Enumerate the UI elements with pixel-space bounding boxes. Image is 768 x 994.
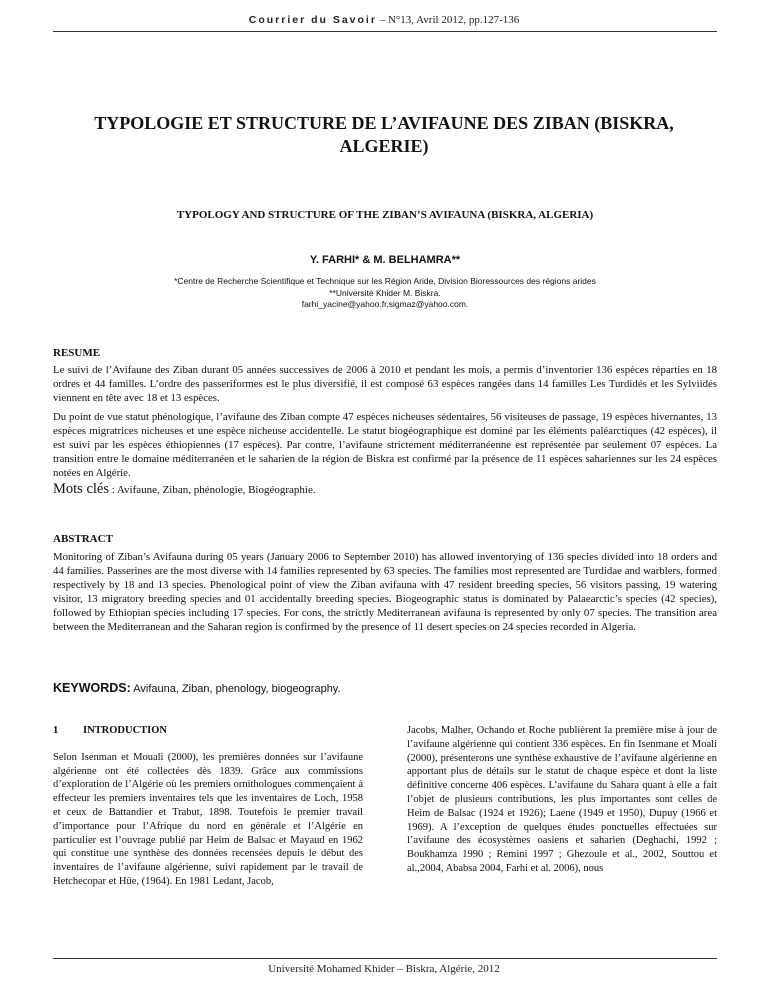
resume-heading: RESUME	[53, 347, 101, 359]
intro-column-left	[53, 724, 363, 889]
section-title: INTRODUCTION	[83, 725, 168, 736]
paper-title: TYPOLOGIE ET STRUCTURE DE L’AVIFAUNE DES ZIBAN (BISKRA, ALGERIE)	[94, 113, 674, 156]
resume-paragraph-1: Le suivi de l’Avifaune des Ziban durant 05 années successives de 2006 à 2010 et pendant les mois, a permis d’inventorier 136 espèces réparties en 18 ordres et 44 familles. L’ordre des passeriformes est le plus diversifié, il est composé 63 espèces rangées dans 14 familles Les Turdidés et les Sylviidés viennent en tête avec 18 et 13 espèces.	[53, 364, 717, 404]
abstract-paragraph: Monitoring of Ziban’s Avifauna during 05 years (January 2006 to September 2010) has allowed inventorying of 136 species divided into 18 orders and 44 families. Passerines are the most diverse with 14 families represented by 63 species. The families most represented are Turdidae and warblers, formed respectively by 18 and 13 species. Phenological point of view the Ziban avifauna with 47 resident breeding species, 56 visitors passing, 19 watering visitor, 13 migratory breeding species and 01 accidentally breeding species. Biogeographic status is dominated by Palaearctic’s species (42 species), followed by Ethiopian species including 17 species. For cons, the strictly Mediterranean avifauna is represented by only 07 species. The transition area between the Mediterranean and the Saharan region is confirmed by the presence of 11 desert species on 24 species recorded in Algeria.	[53, 551, 717, 633]
mots-cles	[53, 481, 717, 498]
intro-column-right	[407, 724, 717, 876]
paper-subtitle-english: TYPOLOGY AND STRUCTURE OF THE ZIBAN’S AVIFAUNA (BISKRA, ALGERIA)	[176, 209, 594, 221]
footer-rule	[53, 958, 717, 959]
mots-cles-text: : Avifaune, Ziban, phénologie, Biogéographie.	[108, 484, 316, 496]
keywords-text: Avifauna, Ziban, phenology, biogeography.	[130, 683, 341, 695]
mots-cles-label: Mots clés	[53, 481, 109, 497]
affiliations	[53, 276, 717, 311]
journal-name: Courrier du Savoir	[248, 14, 377, 26]
section-number: 1	[53, 725, 59, 736]
page-footer: Université Mohamed Khider – Biskra, Algérie, 2012	[268, 963, 500, 975]
issue-info: – N°13, Avril 2012, pp.127-136	[376, 14, 520, 26]
introduction-heading	[53, 724, 363, 738]
abstract-heading: ABSTRACT	[53, 533, 113, 545]
affiliation-1: *Centre de Recherche Scientifique et Technique sur les Région Aride, Division Bioressources des régions arides	[174, 276, 596, 286]
author-emails: farhi_yacine@yahoo.fr,sigmaz@yahoo.com.	[301, 299, 469, 309]
intro-paragraph-right: Jacobs, Malher, Ochando et Roche publièrent la première mise à jour de l’avifaune algérienne qui contient 336 espèces. En fin Isenmane et Moali (2000), présenterons une synthèse exhaustive de l’avifaune algérienne en apportant plus de détails sur le statut de chaque espèce et dont la liste définitive concerne 406 espèces. L’avifaune du Sahara quant à elle a fait l’objet de plusieurs contributions, les plus importantes sont celles de Heim de Balsac (1924 et 1926); Laene (1949 et 1950), Dupuy (1966 et 1969). A l’exception de quelques études ponctuelles effectuées sur l’avifaune des écosystèmes oasiens et saharien (Deghachi, 1992 ; Boukhamza 1990 ; Remini 1997 ; Ghezoule et al., 2002, Souttou et al.,2004, Ababsa 2004, Farhi et al. 2006), nous	[407, 725, 717, 874]
authors: Y. FARHI* & M. BELHAMRA**	[309, 254, 461, 266]
header-rule	[53, 31, 717, 32]
affiliation-2: **Université Khider M. Biskra.	[329, 287, 441, 298]
intro-paragraph-left: Selon Isenman et Mouali (2000), les premières données sur l’avifaune algérienne ont été collectées dès 1839. Grâce aux commissions d’exploration de l’Algérie où les premiers ornithologues commençaient à effecteur les premiers inventaires tels que les inventaires de Loch, 1958 et ceux de Battandier et Trabut, 1898. Toutefois le premier travail d’importance pour l’Afrique du nord en générale et l’Algérie en particulier est l’ouvrage publié par Heim de Balsac et Mayaud en 1962 qui constitue une synthèse des données recensées depuis le début des inventaires de l’avifaune algérienne, suivi rapidement par le travail de Hetchecopar et Hüe, (1964). En 1981 Ledant, Jacob,	[53, 751, 363, 887]
keywords	[53, 681, 717, 695]
running-header	[0, 14, 768, 26]
keywords-label: KEYWORDS:	[53, 681, 131, 695]
resume-paragraph-2: Du point de vue statut phénologique, l’avifaune des Ziban compte 47 espèces nicheuses sédentaires, 56 visiteuses de passage, 19 espèces hivernantes, 13 espèces migratrices nicheuses et une espèce nicheuse accidentelle. Le statut biogéographique est dominé par les éléments paléarctiques (42 espèces), il est suivi par les espèces éthiopiennes (17 espèces). Par contre, l’avifaune strictement méditerranéenne est représentée par seulement 07 espèces. La transition entre le domaine méditerranéen et le saharien de la région de Biskra est confirmé par la présence de 11 espèces sahariennes sur les 24 espèces notées en Algérie.	[53, 411, 717, 479]
